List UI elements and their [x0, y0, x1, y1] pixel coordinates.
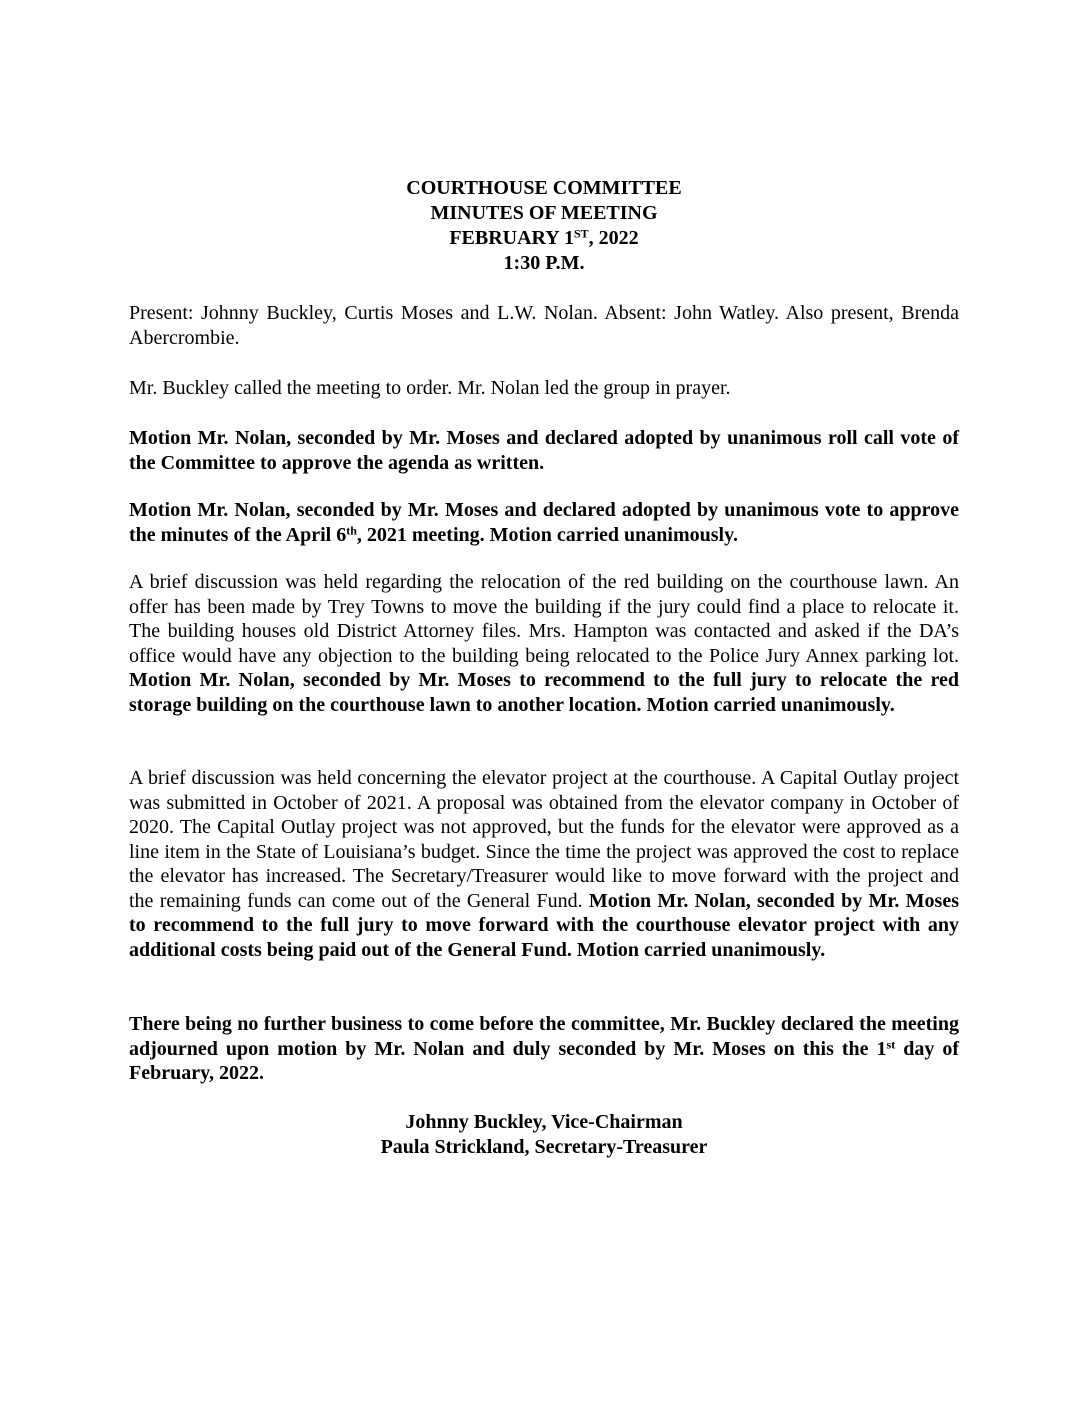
- secretary-treasurer-signature: Paula Strickland, Secretary-Treasurer: [380, 1136, 708, 1158]
- elevator-motion: Motion Mr. Nolan, seconded by Mr. Moses to recommend to the full jury to move forward with the courthouse elevator project with any additional costs being paid out of the General Fund. Motion carried unanimously.: [129, 889, 959, 961]
- minutes-motion-paragraph: [129, 498, 959, 547]
- elevator-paragraph: [129, 766, 959, 962]
- minutes-motion-text-end: , 2021 meeting. Motion carried unanimously.: [356, 523, 738, 546]
- red-building-motion: Motion Mr. Nolan, seconded by Mr. Moses to recommend to the full jury to relocate the red storage building on the courthouse lawn to another location. Motion carried unanimously.: [129, 669, 959, 716]
- adjournment-ordinal: st: [886, 1036, 896, 1051]
- red-building-paragraph: [129, 570, 959, 717]
- red-building-discussion: A brief discussion was held regarding the relocation of the red building on the courthouse lawn. An offer has been made by Trey Towns to move the building if the jury could find a place to relocate it. The building houses old District Attorney files. Mrs. Hampton was contacted and asked if the DA’s office would have any objection to the building being relocated to the Police Jury Annex parking lot.: [129, 571, 959, 667]
- minutes-title: MINUTES OF MEETING: [430, 202, 658, 224]
- committee-title: COURTHOUSE COMMITTEE: [406, 177, 682, 199]
- elevator-discussion: A brief discussion was held concerning the elevator project at the courthouse. A Capital Outlay project was submitted in October of 2021. A proposal was obtained from the elevator company in October of 2020. The Capital Outlay project was not approved, but the funds for the elevator were approved as a line item in the State of Louisiana’s budget. Since the time the project was approved the cost to replace the elevator has increased. The Secretary/Treasurer would like to move forward with the project and the remaining funds can come out of the General Fund.: [129, 767, 959, 912]
- vice-chairman-signature: Johnny Buckley, Vice-Chairman: [405, 1111, 683, 1133]
- minutes-motion-ordinal: th: [346, 522, 357, 537]
- meeting-time: 1:30 P.M.: [503, 252, 585, 274]
- agenda-motion-paragraph: Motion Mr. Nolan, seconded by Mr. Moses and declared adopted by unanimous roll call vote of the Committee to approve the agenda as written.: [129, 427, 959, 474]
- meeting-date: [0, 226, 1088, 251]
- adjournment-text: There being no further business to come before the committee, Mr. Buckley declared the meeting adjourned upon motion by Mr. Nolan and duly seconded by Mr. Moses on this the 1: [129, 1013, 959, 1060]
- adjournment-paragraph: [129, 1012, 959, 1086]
- meeting-date-suffix: , 2022: [588, 227, 639, 249]
- meeting-date-prefix: FEBRUARY 1: [449, 227, 574, 249]
- attendance-paragraph: Present: Johnny Buckley, Curtis Moses and L.W. Nolan. Absent: John Watley. Also present, Brenda Abercrombie.: [129, 302, 959, 349]
- meeting-date-ordinal: ST: [573, 226, 589, 241]
- minutes-motion-text: Motion Mr. Nolan, seconded by Mr. Moses and declared adopted by unanimous vote to approve the minutes of the April 6: [129, 499, 959, 546]
- signature-block: [0, 1110, 1088, 1160]
- document-heading: [0, 176, 1088, 276]
- adjournment-text-end: day of February, 2022.: [129, 1037, 959, 1084]
- call-to-order-paragraph: Mr. Buckley called the meeting to order. Mr. Nolan led the group in prayer.: [129, 377, 731, 399]
